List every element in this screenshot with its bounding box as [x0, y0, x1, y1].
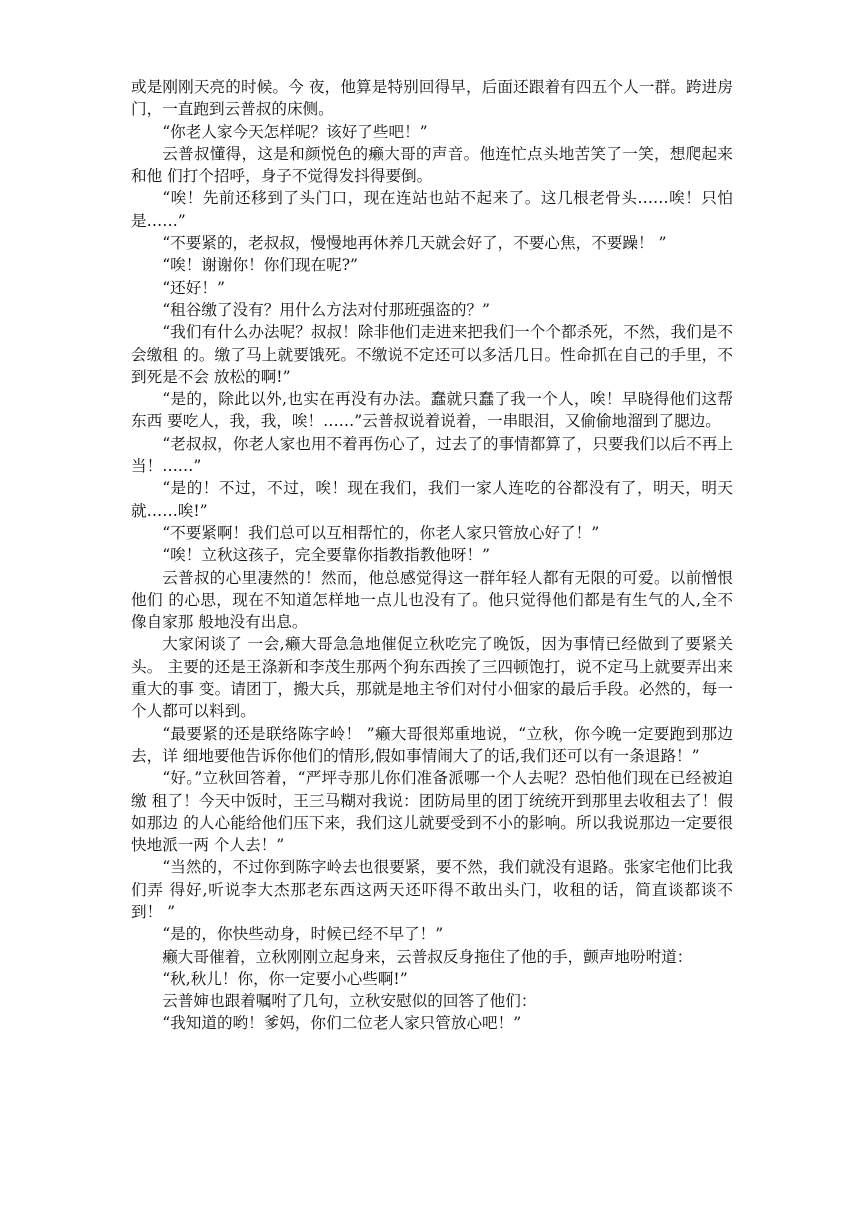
paragraph: “老叔叔，你老人家也用不着再伤心了，过去了的事情都算了，只要我们以后不再上当！……” [131, 434, 733, 476]
paragraph: “唉！谢谢你！你们现在呢?” [162, 256, 359, 275]
paragraph: “好。”立秋回答着，“严坪寺那儿你们准备派哪一个人去呢？恐怕他们现在已经被迫缴 租了！今天中饭时，王三马糊对我说：团防局里的团丁统统开到那里去收租去了！假如那边 的人心能给他们压下来，我们这儿就要受到不小的影响。所以我说那边一定要很快地派一两 个人去！” [131, 769, 733, 855]
paragraph: “不要紧的，老叔叔，慢慢地再休养几天就会好了，不要心焦，不要躁！ ” [162, 234, 667, 253]
paragraph: 癞大哥催着，立秋刚刚立起身来，云普叔反身拖住了他的手，颤声地吩咐道： [162, 947, 693, 966]
paragraph: “是的，除此以外,也实在再没有办法。蠢就只蠢了我一个人，唉！早晓得他们这帮东西 要吃人，我，我，唉！……”云普叔说着说着，一串眼泪，又偷偷地溜到了腮边。 [131, 390, 733, 431]
paragraph: “你老人家今天怎样呢？该好了些吧！” [162, 122, 428, 141]
paragraph: “是的，你快些动身，时候已经不早了！” [162, 925, 444, 944]
paragraph: “我们有什么办法呢？叔叔！除非他们走进来把我们一个个都杀死，不然，我们是不会缴租 的。缴了马上就要饿死。不缴说不定还可以多活几日。性命抓在自己的手里，不到死是不会 放松的啊!” [131, 323, 733, 386]
paragraph: 大家闲谈了 一会,癞大哥急急地催促立秋吃完了晚饭，因为事情已经做到了要紧关头。 主要的还是王涤新和李茂生那两个狗东西挨了三四顿饱打，说不定马上就要弄出来重大的事 变。请团丁，搬大兵，那就是地主爷们对付小佃家的最后手段。必然的，每一个人都可以料到。 [131, 635, 733, 721]
paragraph: 云普婶也跟着嘱咐了几句，立秋安慰似的回答了他们： [162, 992, 537, 1011]
paragraph: “我知道的哟！爹妈，你们二位老人家只管放心吧！” [162, 1014, 522, 1033]
paragraph: “最要紧的还是联络陈字岭！ ”癞大哥很郑重地说，“立秋，你今晚一定要跑到那边去，详 细地要他告诉你他们的情形,假如事情闹大了的话,我们还可以有一条退路！” [131, 724, 733, 765]
paragraph: 云普叔懂得，这是和颜悦色的癞大哥的声音。他连忙点头地苦笑了一笑，想爬起来和他 们打个招呼，身子不觉得发抖得要倒。 [131, 144, 733, 186]
paragraph: 云普叔的心里凄然的！然而，他总感觉得这一群年轻人都有无限的可爱。以前憎恨他们 的心思，现在不知道怎样地一点儿也没有了。他只觉得他们都是有生气的人,全不像自家那 般地没有出息。 [131, 568, 733, 632]
paragraph: “唉！先前还移到了头门口，现在连站也站不起来了。这几根老骨头……唉！只怕是……” [131, 189, 733, 230]
paragraph: “唉！立秋这孩子，完全要靠你指教指教他呀！” [162, 546, 491, 565]
paragraph: “不要紧啊！我们总可以互相帮忙的，你老人家只管放心好了！” [162, 523, 600, 542]
paragraph: “秋,秋儿！你，你一定要小心些啊!” [162, 969, 408, 988]
paragraph: “当然的，不过你到陈字岭去也很要紧，要不然，我们就没有退路。张家宅他们比我们弄 得好,听说李大杰那老东西这两天还吓得不敢出头门，收租的话，简直谈都谈不到！ ” [131, 858, 733, 921]
paragraph: “是的！不过，不过，唉！现在我们，我们一家人连吃的谷都没有了，明天，明天就……唉!” [131, 479, 733, 520]
document-body [131, 76, 733, 1035]
paragraph: 或是刚刚天亮的时候。今 夜，他算是特别回得早，后面还跟着有四五个人一群。跨进房门，一直跑到云普叔的床侧。 [131, 78, 733, 119]
paragraph: “还好！” [162, 278, 225, 297]
paragraph: “租谷缴了没有？用什么方法对付那班强盗的？” [162, 300, 491, 319]
